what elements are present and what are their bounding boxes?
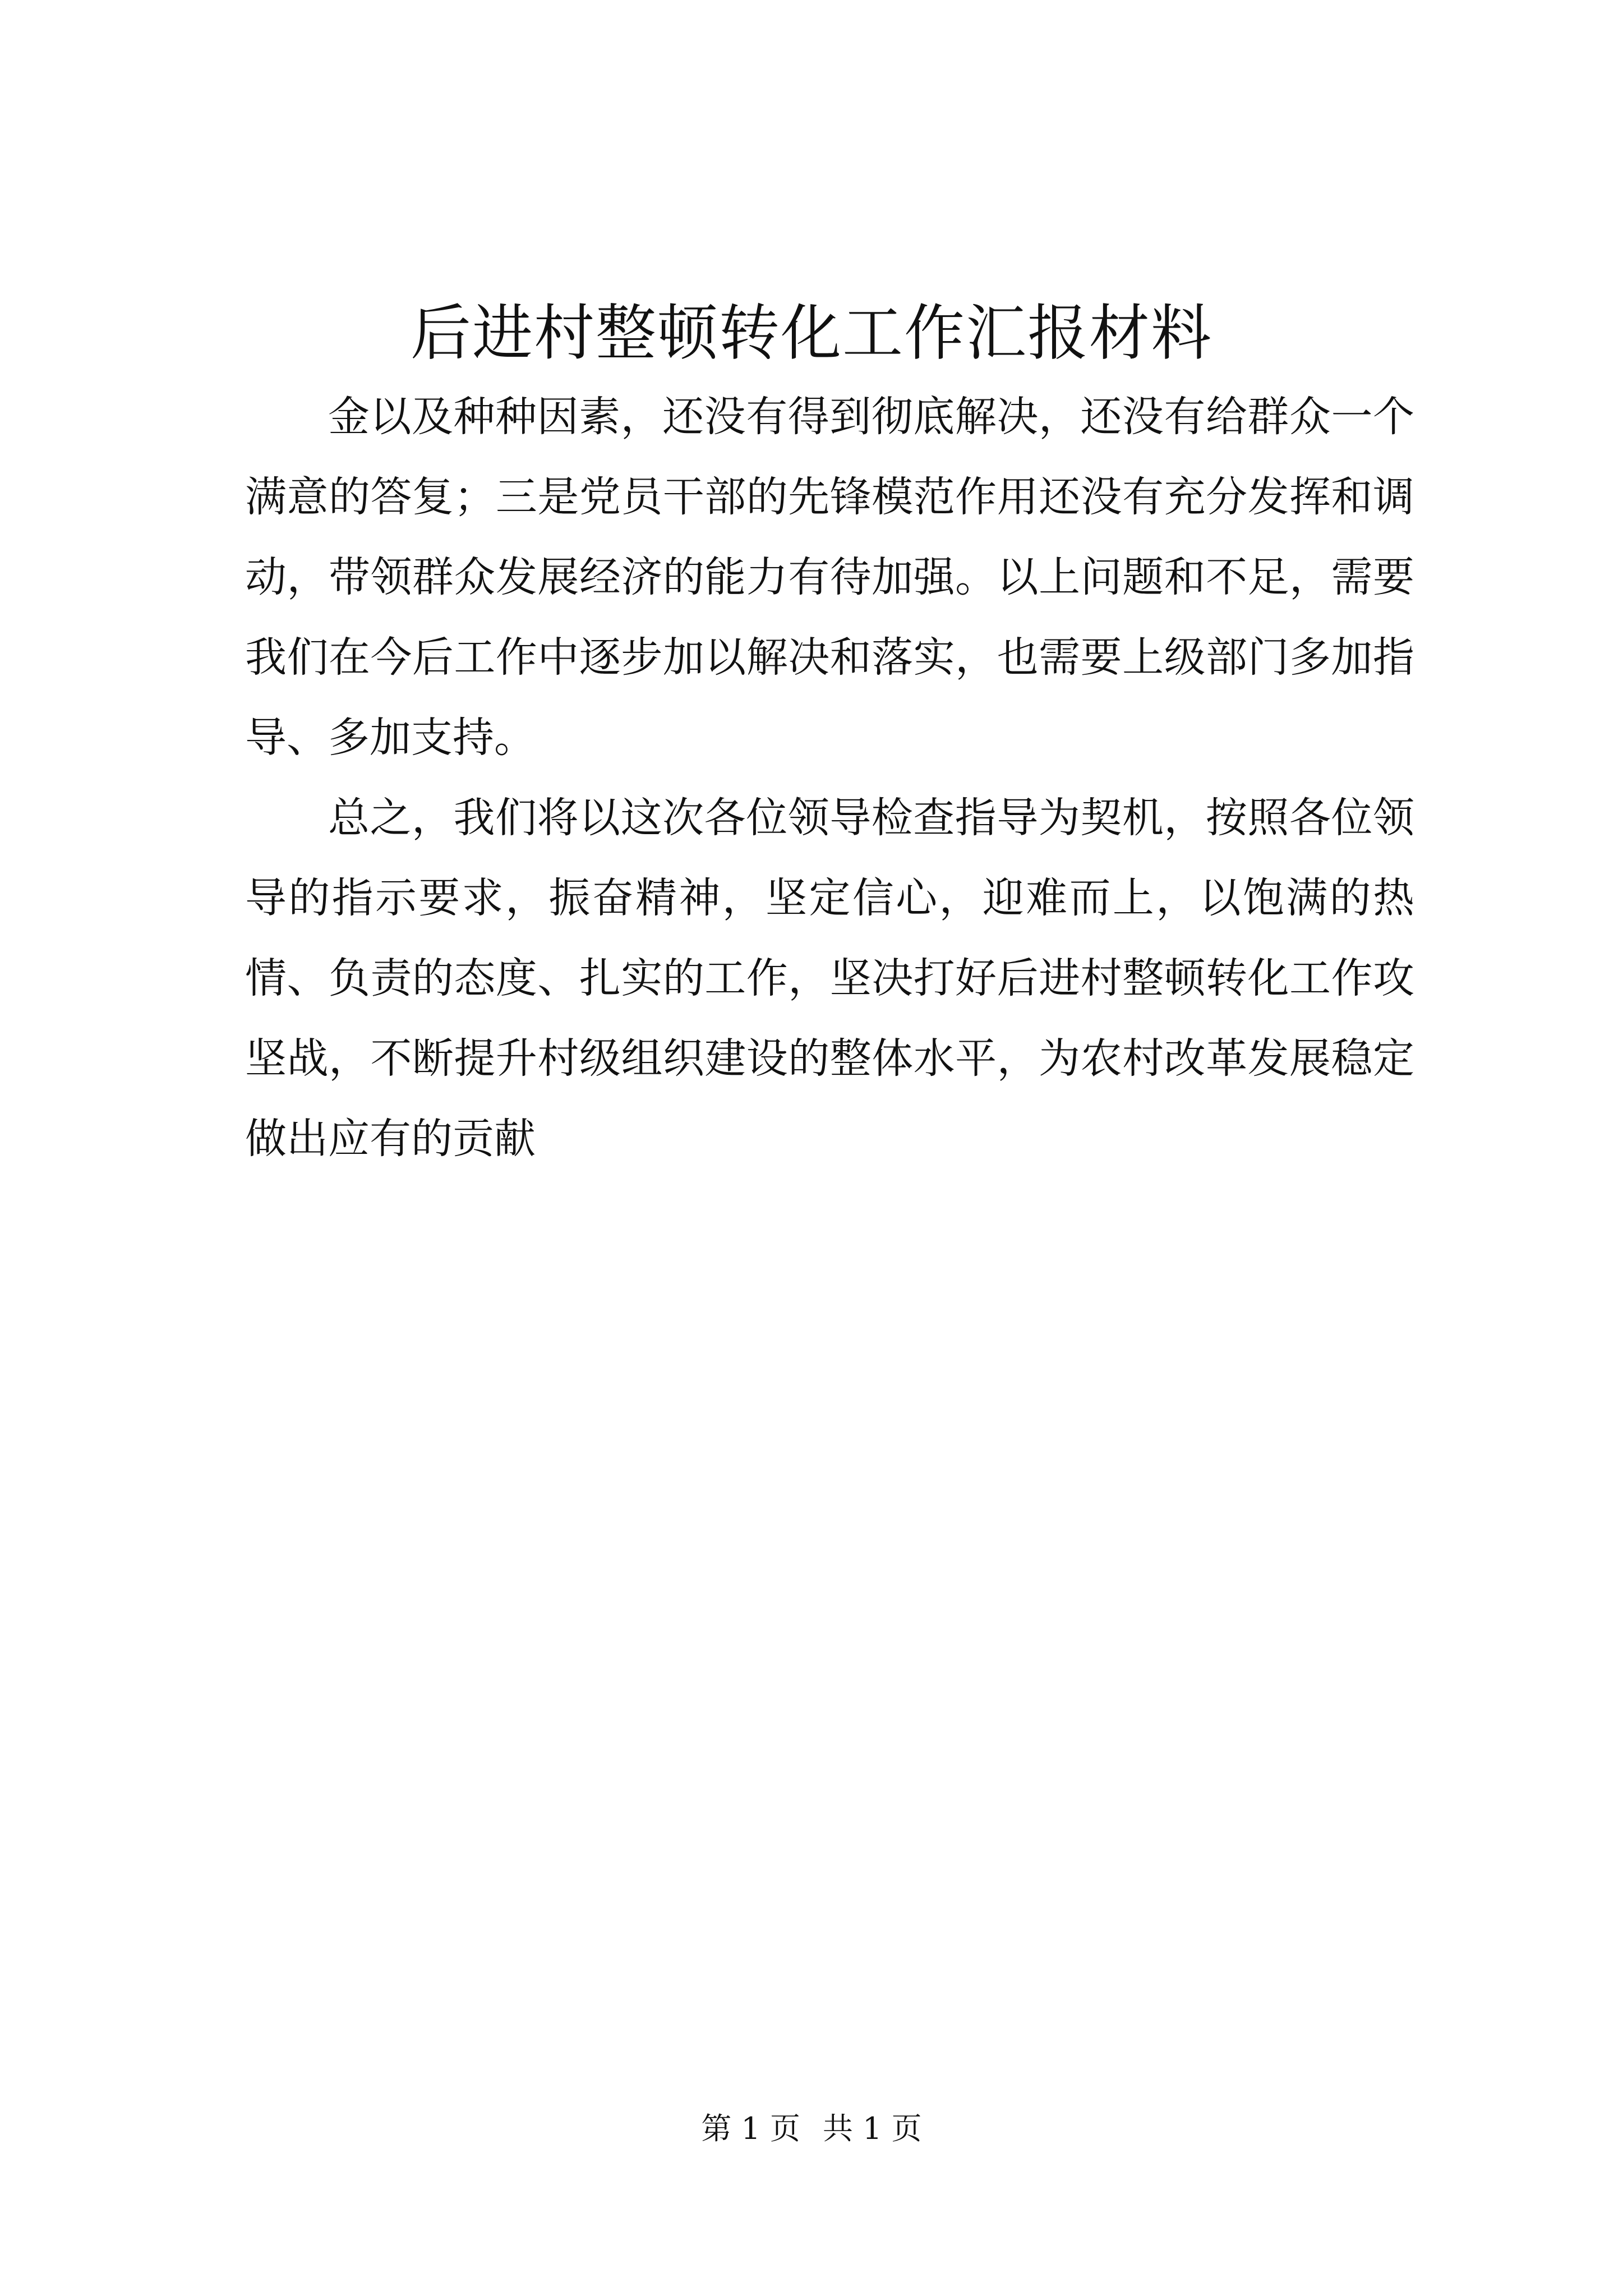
paragraph-1: 金以及种种因素，还没有得到彻底解决，还没有给群众一个满意的答复；三是党员干部的先锋模范作用还没有充分发挥和调动，带领群众发展经济的能力有待加强。以上问题和不足，需要我们在今后工作中逐步加以解决和落实，也需要上级部门多加指导、多加支持。 (245, 393, 1414, 762)
page-title: 后进村整顿转化工作汇报材料 (410, 298, 1212, 369)
page-number: 第 1 页 (701, 2111, 800, 2146)
page-footer (0, 2106, 1623, 2151)
paragraph-2: 总之，我们将以这次各位领导检查指导为契机，按照各位领导的指示要求，振奋精神，坚定信心，迎难而上，以饱满的热情、负责的态度、扎实的工作，坚决打好后进村整顿转化工作攻坚战，不断提升村级组织建设的整体水平，为农村改革发展稳定做出应有的贡献 (245, 794, 1414, 1163)
document-body (245, 377, 1414, 1179)
page-total: 共 1 页 (823, 2111, 922, 2146)
